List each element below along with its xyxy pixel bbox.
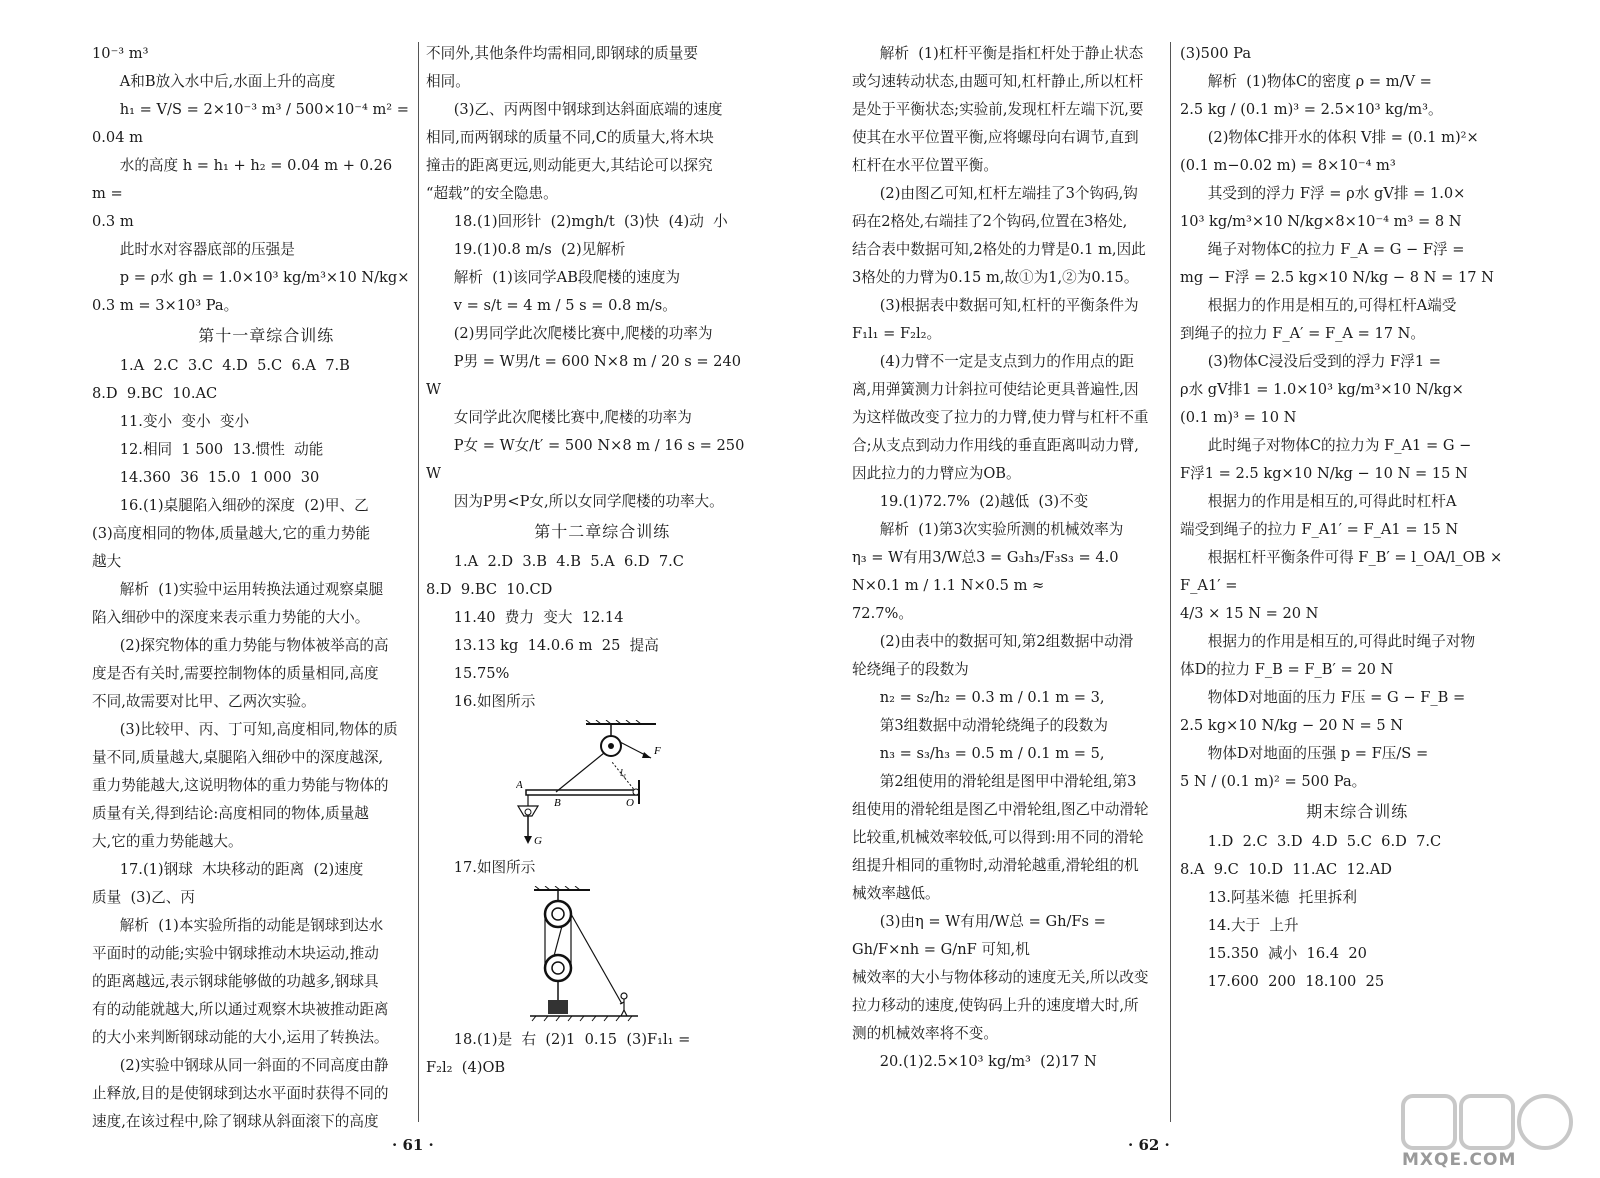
label-F: F xyxy=(654,745,661,757)
text-line: 16.如图所示 xyxy=(453,693,536,710)
text-line: 解析 (1)该同学AB段爬楼的速度为 xyxy=(453,269,681,286)
text-line: 15.350 减小 16.4 20 xyxy=(1207,945,1367,962)
text-line: 女同学此次爬楼比赛中,爬楼的功率为 xyxy=(453,409,692,426)
text-line: (4)力臂不一定是支点到力的作用点的距 xyxy=(879,353,1134,370)
label-l1: l₁ xyxy=(620,768,627,779)
text-line: (3)比较甲、丙、丁可知,高度相同,物体的质 xyxy=(119,721,398,738)
text-line: 0.3 m = 3×10³ Pa。 xyxy=(92,297,239,314)
text-line: 第2组使用的滑轮组是图甲中滑轮组,第3 xyxy=(879,773,1137,790)
text-line: 其受到的浮力 F浮 = ρ水 gV排 = 1.0× xyxy=(1207,185,1466,202)
column-divider-left xyxy=(418,42,419,1122)
text-line: 速度,在该过程中,除了钢球从斜面滚下的高度 xyxy=(92,1113,379,1130)
text-line: (2)物体C排开水的体积 V排 = (0.1 m)²× xyxy=(1207,129,1479,146)
text-line: A和B放入水中后,水面上升的高度 xyxy=(119,73,336,90)
text-line: P女 = W女/t′ = 500 N×8 m / 16 s = 250 W xyxy=(426,437,749,482)
text-line: 14.大于 上升 xyxy=(1207,917,1299,934)
column-4 xyxy=(1180,40,1507,996)
text-line: (2)男同学此次爬楼比赛中,爬楼的功率为 xyxy=(453,325,713,342)
text-line: 解析 (1)第3次实验所测的机械效率为 xyxy=(879,521,1124,538)
text-line: n₃ = s₃/h₃ = 0.5 m / 0.1 m = 5, xyxy=(879,745,1105,762)
text-line: 平面时的动能;实验中钢球推动木块运动,推动 xyxy=(92,945,379,962)
text-line: 17.600 200 18.100 25 xyxy=(1207,973,1385,990)
text-line: 第3组数据中动滑轮绕绳子的段数为 xyxy=(879,717,1108,734)
text-line: 8.A 9.C 10.D 11.AC 12.AD xyxy=(1180,861,1392,878)
text-line: 14.360 36 15.0 1 000 30 xyxy=(119,469,320,486)
text-line: 体D的拉力 F_B = F_B′ = 20 N xyxy=(1180,661,1394,678)
text-line: (3)由η = W有用/W总 = Gh/Fs = Gh/F×nh = G/nF 可知,机 xyxy=(852,913,1111,958)
text-line: F₁l₁ = F₂l₂。 xyxy=(852,325,942,342)
text-line: (3)根据表中数据可知,杠杆的平衡条件为 xyxy=(879,297,1139,314)
fixed-pulley xyxy=(545,901,571,927)
text-line: 为这样做改变了拉力的力臂,使力臂与杠杆不重 xyxy=(852,409,1149,426)
text-line: 轮绕绳子的段数为 xyxy=(852,661,969,678)
label-G: G xyxy=(534,835,542,847)
column-2 xyxy=(426,40,748,1082)
text-line: 根据力的作用是相互的,可得此时绳子对物 xyxy=(1207,633,1476,650)
text-line: 因为P男<P女,所以女同学爬楼的功率大。 xyxy=(453,493,724,510)
text-line: 解析 (1)实验中运用转换法通过观察桌腿 xyxy=(119,581,384,598)
text-line: (2)由图乙可知,杠杆左端挂了3个钩码,钩 xyxy=(879,185,1138,202)
text-line: “超载”的安全隐患。 xyxy=(426,185,558,202)
text-line: (0.1 m−0.02 m) = 8×10⁻⁴ m³ xyxy=(1180,157,1396,174)
text-line: 越大 xyxy=(92,553,122,570)
text-line: 10³ kg/m³×10 N/kg×8×10⁻⁴ m³ = 8 N xyxy=(1180,213,1462,230)
text-line: 根据杠杆平衡条件可得 F_B′ = l_OA/l_OB × F_A1′ = xyxy=(1180,549,1507,594)
text-line: 18.(1)回形针 (2)mgh/t (3)快 (4)动 小 xyxy=(453,213,728,230)
text-line: 解析 (1)本实验所指的动能是钢球到达水 xyxy=(119,917,384,934)
text-line: 质量有关,得到结论:高度相同的物体,质量越 xyxy=(92,805,369,822)
text-line: 72.7%。 xyxy=(852,605,913,622)
text-line: 16.(1)桌腿陷入细砂的深度 (2)甲、乙 xyxy=(119,497,369,514)
text-line: F浮1 = 2.5 kg×10 N/kg − 10 N = 15 N xyxy=(1180,465,1468,482)
text-line: 15.75% xyxy=(453,665,510,682)
text-line: 解析 (1)杠杆平衡是指杠杆处于静止状态 xyxy=(879,45,1144,62)
text-line: 撞击的距离更远,则动能更大,其结论可以探究 xyxy=(426,157,713,174)
text-line: 离,用弹簧测力计斜拉可使结论更具普遍性,因 xyxy=(852,381,1139,398)
text-line: 的大小来判断钢球动能的大小,运用了转换法。 xyxy=(92,1029,389,1046)
text-line: (2)探究物体的重力势能与物体被举高的高 xyxy=(119,637,389,654)
text-line: 1.A 2.D 3.B 4.B 5.A 6.D 7.C xyxy=(453,553,684,570)
text-line: 17.如图所示 xyxy=(453,859,536,876)
pull-rope xyxy=(571,914,622,1004)
text-line: 绳子对物体C的拉力 F_A = G − F浮 = xyxy=(1207,241,1465,258)
text-line: 10⁻³ m³ xyxy=(92,45,149,62)
text-line: 根据力的作用是相互的,可得此时杠杆A xyxy=(1207,493,1457,510)
text-line: 或匀速转动状态,由题可知,杠杆静止,所以杠杆 xyxy=(852,73,1144,90)
text-line: 量不同,质量越大,桌腿陷入细砂中的深度越深, xyxy=(92,749,384,766)
text-line: n₂ = s₂/h₂ = 0.3 m / 0.1 m = 3, xyxy=(879,689,1105,706)
text-line: ρ水 gV排1 = 1.0×10³ kg/m³×10 N/kg× xyxy=(1180,381,1464,398)
text-line: 20.(1)2.5×10³ kg/m³ (2)17 N xyxy=(879,1053,1097,1070)
text-line: 结合表中数据可知,2格处的力臂是0.1 m,因此 xyxy=(852,241,1146,258)
text-line: 11.40 费力 变大 12.14 xyxy=(453,609,624,626)
text-line: (3)乙、丙两图中钢球到达斜面底端的速度 xyxy=(453,101,723,118)
text-line: (0.1 m)³ = 10 N xyxy=(1180,409,1297,426)
text-line: 比较重,机械效率较低,可以得到:用不同的滑轮 xyxy=(852,829,1144,846)
text-line: v = s/t = 4 m / 5 s = 0.8 m/s。 xyxy=(453,297,677,314)
text-line: 的距离越远,表示钢球能够做的功越多,钢球具 xyxy=(92,973,379,990)
text-line: (2)实验中钢球从同一斜面的不同高度由静 xyxy=(119,1057,389,1074)
text-line: 19.(1)0.8 m/s (2)见解析 xyxy=(453,241,626,258)
load-block xyxy=(548,1000,568,1014)
lever-bar xyxy=(526,790,638,795)
text-line: 水的高度 h = h₁ + h₂ = 0.04 m + 0.26 m = xyxy=(92,157,397,202)
text-line: 1.A 2.C 3.C 4.D 5.C 6.A 7.B xyxy=(119,357,350,374)
text-line: 码在2格处,右端挂了2个钩码,位置在3格处, xyxy=(852,213,1128,230)
section-heading: 第十一章综合训练 xyxy=(198,326,335,345)
label-A: A xyxy=(516,779,523,791)
page-number-right: · 62 · xyxy=(1128,1136,1170,1154)
watermark-text: MXQE.COM xyxy=(1402,1150,1517,1170)
text-line: 拉力移动的速度,使钩码上升的速度增大时,所 xyxy=(852,997,1139,1014)
text-line: (3)高度相同的物体,质量越大,它的重力势能 xyxy=(92,525,371,542)
label-B: B xyxy=(554,797,561,809)
text-line: 合;从支点到动力作用线的垂直距离叫动力臂, xyxy=(852,437,1139,454)
text-line: F₂l₂ (4)OB xyxy=(426,1059,506,1076)
figure-17-pulley-system xyxy=(526,886,646,1022)
text-line: 械效率越低。 xyxy=(852,885,940,902)
text-line: 大,它的重力势能越大。 xyxy=(92,833,243,850)
text-line: 13.阿基米德 托里拆利 xyxy=(1207,889,1357,906)
text-line: 陷入细砂中的深度来表示重力势能的大小。 xyxy=(92,609,370,626)
text-line: 17.(1)钢球 木块移动的距离 (2)速度 xyxy=(119,861,364,878)
text-line: 组提升相同的重物时,动滑轮越重,滑轮组的机 xyxy=(852,857,1139,874)
text-line: (3)物体C浸没后受到的浮力 F浮1 = xyxy=(1207,353,1442,370)
text-line: (3)500 Pa xyxy=(1180,45,1252,62)
text-line: P男 = W男/t = 600 N×8 m / 20 s = 240 W xyxy=(426,353,746,398)
text-line: 根据力的作用是相互的,可得杠杆A端受 xyxy=(1207,297,1457,314)
section-heading: 期末综合训练 xyxy=(1306,802,1409,821)
text-line: 8.D 9.BC 10.CD xyxy=(426,581,553,598)
text-line: (2)由表中的数据可知,第2组数据中动滑 xyxy=(879,633,1134,650)
text-line: 5 N / (0.1 m)² = 500 Pa。 xyxy=(1180,773,1367,790)
text-line: 质量 (3)乙、丙 xyxy=(92,889,195,906)
text-line: 此时水对容器底部的压强是 xyxy=(119,241,295,258)
text-line: 组使用的滑轮组是图乙中滑轮组,图乙中动滑轮 xyxy=(852,801,1149,818)
text-line: 18.(1)是 右 (2)1 0.15 (3)F₁l₁ = xyxy=(453,1031,691,1048)
text-line: 度是否有关时,需要控制物体的质量相同,高度 xyxy=(92,665,379,682)
person-figure xyxy=(620,993,627,1016)
text-line: 端受到绳子的拉力 F_A1′ = F_A1 = 15 N xyxy=(1180,521,1459,538)
text-line: 解析 (1)物体C的密度 ρ = m/V = xyxy=(1207,73,1432,90)
figure-16-lever xyxy=(516,720,666,850)
text-line: 测的机械效率将不变。 xyxy=(852,1025,998,1042)
text-line: 物体D对地面的压力 F压 = G − F_B = xyxy=(1207,689,1466,706)
text-line: 11.变小 变小 变小 xyxy=(119,413,250,430)
text-line: 12.相同 1 500 13.惯性 动能 xyxy=(119,441,324,458)
text-line: 物体D对地面的压强 p = F压/S = xyxy=(1207,745,1429,762)
text-line: 有的动能就越大,所以通过观察木块被推动距离 xyxy=(92,1001,389,1018)
text-line: 重力势能越大,这说明物体的重力势能与物体的 xyxy=(92,777,389,794)
text-line: 使其在水平位置平衡,应将螺母向右调节,直到 xyxy=(852,129,1139,146)
text-line: 2.5 kg×10 N/kg − 20 N = 5 N xyxy=(1180,717,1404,734)
text-line: 2.5 kg / (0.1 m)³ = 2.5×10³ kg/m³。 xyxy=(1180,101,1443,118)
text-line: η₃ = W有用3/W总3 = G₃h₃/F₃s₃ = 4.0 N×0.1 m / 1.1 N×0.5 m ≈ xyxy=(852,549,1124,594)
text-line: 此时绳子对物体C的拉力为 F_A1 = G − xyxy=(1207,437,1472,454)
column-3 xyxy=(852,40,1168,1076)
column-divider-right xyxy=(1170,42,1171,1122)
text-line: h₁ = V/S = 2×10⁻³ m³ / 500×10⁻⁴ m² = 0.04 m xyxy=(92,101,414,146)
text-line: p = ρ水 gh = 1.0×10³ kg/m³×10 N/kg× xyxy=(119,269,410,286)
rope-to-B xyxy=(556,753,604,792)
text-line: 相同,而两钢球的质量不同,C的质量大,将木块 xyxy=(426,129,714,146)
text-line: 械效率的大小与物体移动的速度无关,所以改变 xyxy=(852,969,1149,986)
label-O: O xyxy=(626,797,634,809)
text-line: 杠杆在水平位置平衡。 xyxy=(852,157,998,174)
text-line: 8.D 9.BC 10.AC xyxy=(92,385,218,402)
text-line: 4/3 × 15 N = 20 N xyxy=(1180,605,1319,622)
column-1 xyxy=(92,40,414,1136)
text-line: 不同,故需要对比甲、乙两次实验。 xyxy=(92,693,316,710)
text-line: 13.13 kg 14.0.6 m 25 提高 xyxy=(453,637,659,654)
page-number-left: · 61 · xyxy=(392,1136,434,1154)
text-line: 0.3 m xyxy=(92,213,134,230)
text-line: 因此拉力的力臂应为OB。 xyxy=(852,465,1021,482)
text-line: 19.(1)72.7% (2)越低 (3)不变 xyxy=(879,493,1089,510)
text-line: 不同外,其他条件均需相同,即钢球的质量要 xyxy=(426,45,698,62)
text-line: 到绳子的拉力 F_A′ = F_A = 17 N。 xyxy=(1180,325,1426,342)
text-line: 是处于平衡状态;实验前,发现杠杆左端下沉,要 xyxy=(852,101,1144,118)
section-heading: 第十二章综合训练 xyxy=(534,522,671,541)
text-line: 3格处的力臂为0.15 m,故①为1,②为0.15。 xyxy=(852,269,1139,286)
text-line: 1.D 2.C 3.D 4.D 5.C 6.D 7.C xyxy=(1207,833,1442,850)
text-line: mg − F浮 = 2.5 kg×10 N/kg − 8 N = 17 N xyxy=(1180,269,1494,286)
text-line: 止释放,目的是使钢球到达水平面时获得不同的 xyxy=(92,1085,389,1102)
text-line: 相同。 xyxy=(426,73,470,90)
movable-pulley xyxy=(545,955,571,981)
